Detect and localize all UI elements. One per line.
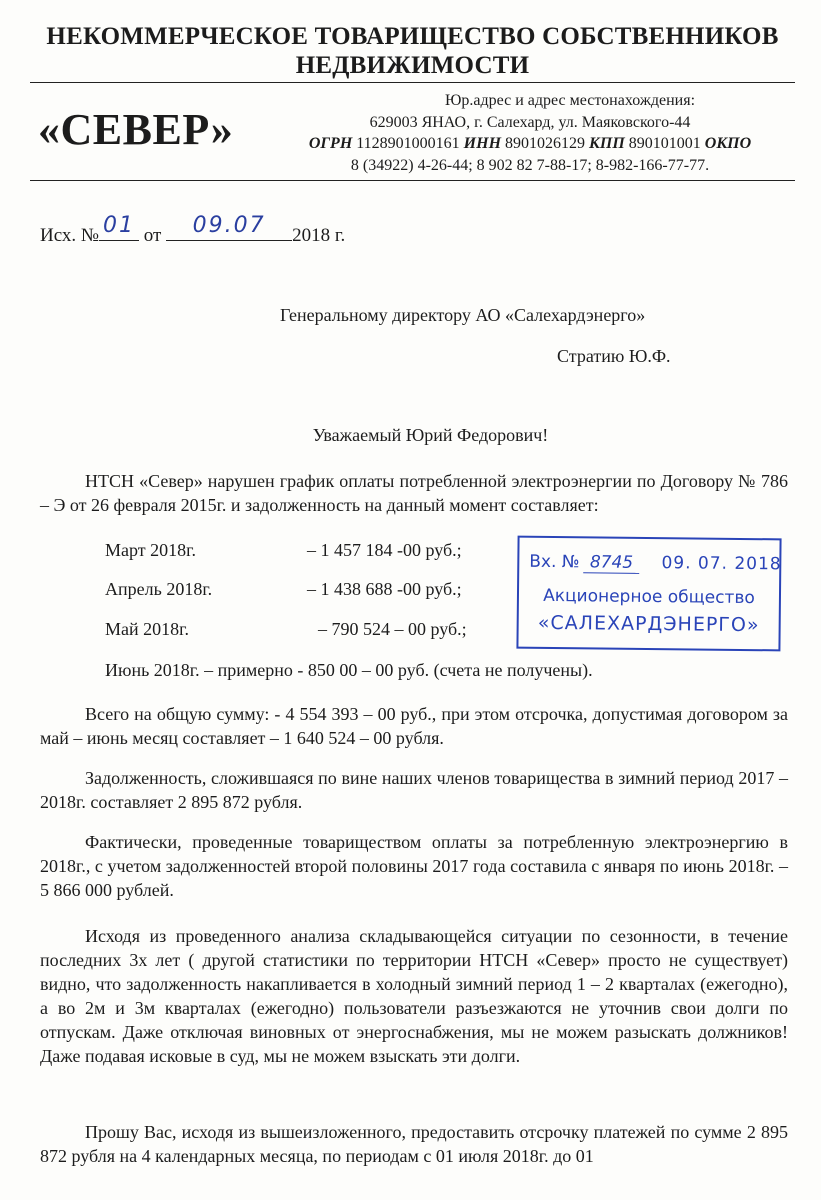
debt-month: Май 2018г. <box>105 619 189 639</box>
ogrn-value: 1128901000161 <box>356 135 460 152</box>
address-label: Юр.адрес и адрес местонахождения: <box>444 92 696 109</box>
stamp-line3: «САЛЕХАРДЭНЕРГО» <box>537 611 760 637</box>
paragraph-analysis <box>40 924 788 1068</box>
recipient-name: Стратию Ю.Ф. <box>557 346 671 366</box>
incoming-stamp <box>516 536 781 652</box>
phones-line: 8 (34922) 4-26-44; 8 902 82 7-88-17; 8-982-166-77-77. <box>350 156 710 174</box>
ref-prefix: Исх. № <box>40 225 100 246</box>
header-divider-top <box>30 82 795 83</box>
paragraph-payments-text: Фактически, проведенные товариществом оплаты за потребленную электроэнергию в 2018г., с учетом задолженностей второй половины 2017 года составила с января по июнь 2018г. – 5 866 000 рублей. <box>40 832 788 900</box>
address-line: 629003 ЯНАО, г. Салехард, ул. Маяковского-44 <box>369 113 691 131</box>
ref-number-handwritten: 01 <box>103 213 136 238</box>
ref-date-blank <box>166 213 292 241</box>
paragraph-request <box>40 1120 788 1168</box>
kpp-value: 890101001 <box>628 135 701 152</box>
ogrn-label: ОГРН <box>308 135 353 152</box>
org-title-line1: НЕКОММЕРЧЕСКОЕ ТОВАРИЩЕСТВО СОБСТВЕННИКОВ <box>46 23 779 50</box>
stamp-date: 09. 07. 2018 <box>661 553 782 575</box>
okpo-label: ОКПО <box>704 135 752 152</box>
paragraph-winter-debt <box>40 766 788 814</box>
debt-amount: – 1 438 688 -00 руб.; <box>307 579 462 599</box>
ref-number-blank <box>99 213 139 241</box>
kpp-label: КПП <box>589 135 625 152</box>
paragraph-violation <box>40 469 788 517</box>
stamp-line1 <box>529 552 782 576</box>
paragraph-total-text: Всего на общую сумму: - 4 554 393 – 00 руб., при этом отсрочка, допустимая договором за май – июнь месяц составляет – 1 640 524 – 00 рубля. <box>40 704 788 748</box>
paragraph-total <box>40 702 788 750</box>
recipient-position: Генеральному директору АО «Салехардэнерго» <box>280 305 646 325</box>
stamp-number: 8745 <box>583 552 639 574</box>
inn-label: ИНН <box>463 135 502 152</box>
debt-month: Март 2018г. <box>105 540 196 560</box>
address-block <box>295 90 765 176</box>
outgoing-reference <box>40 213 346 248</box>
inn-value: 8901026129 <box>505 135 586 152</box>
paragraph-violation-text: НТСН «Север» нарушен график оплаты потребленной электроэнергии по Договору № 786 – Э от 26 февраля 2015г. и задолженность на данный момент составляет: <box>40 471 788 515</box>
paragraph-payments <box>40 830 788 902</box>
ref-from: от <box>143 225 162 246</box>
paragraph-winter-debt-text: Задолженность, сложившаяся по вине наших членов товарищества в зимний период 2017 – 2018г. составляет 2 895 872 рубля. <box>40 768 788 812</box>
org-title-line2: НЕДВИЖИМОСТИ <box>295 52 530 79</box>
organization-title <box>30 22 795 80</box>
stamp-line2: Акционерное общество <box>543 585 755 609</box>
salutation: Уважаемый Юрий Федорович! <box>312 425 549 445</box>
ref-date-handwritten: 09.07 <box>192 213 266 238</box>
paragraph-request-text: Прошу Вас, исходя из вышеизложенного, предоставить отсрочку платежей по сумме 2 895 872 рубля на 4 календарных месяца, по периодам с 01 июля 2018г. до 01 <box>40 1122 788 1166</box>
stamp-prefix: Вх. № <box>529 551 580 573</box>
brand-name: «СЕВЕР» <box>38 105 234 154</box>
debt-month: Июнь 2018г. – примерно - 850 00 – 00 руб. (счета не получены). <box>105 660 593 680</box>
debt-amount: – 790 524 – 00 руб.; <box>318 619 467 639</box>
debt-month: Апрель 2018г. <box>105 579 213 599</box>
debt-amount: – 1 457 184 -00 руб.; <box>307 540 462 560</box>
paragraph-analysis-text: Исходя из проведенного анализа складывающейся ситуации по сезонности, в течение последних 3х лет ( другой статистики по территории НТСН «Север» просто не существует) видно, что задолженность накапливается в холодный зимний период 1 – 2 кварталах (ежегодно), а во 2м и 3м кварталах (ежегодно) пользователи разъезжаются не уточнив свои долги по отпускам. Даже отключая виновных от энергоснабжения, мы не можем разыскать должников! Даже подавая исковые в суд, мы не можем взыскать эти долги. <box>40 926 788 1066</box>
registration-line <box>295 133 765 155</box>
ref-year: 2018 г. <box>292 225 346 246</box>
header-divider-bottom <box>30 180 795 181</box>
